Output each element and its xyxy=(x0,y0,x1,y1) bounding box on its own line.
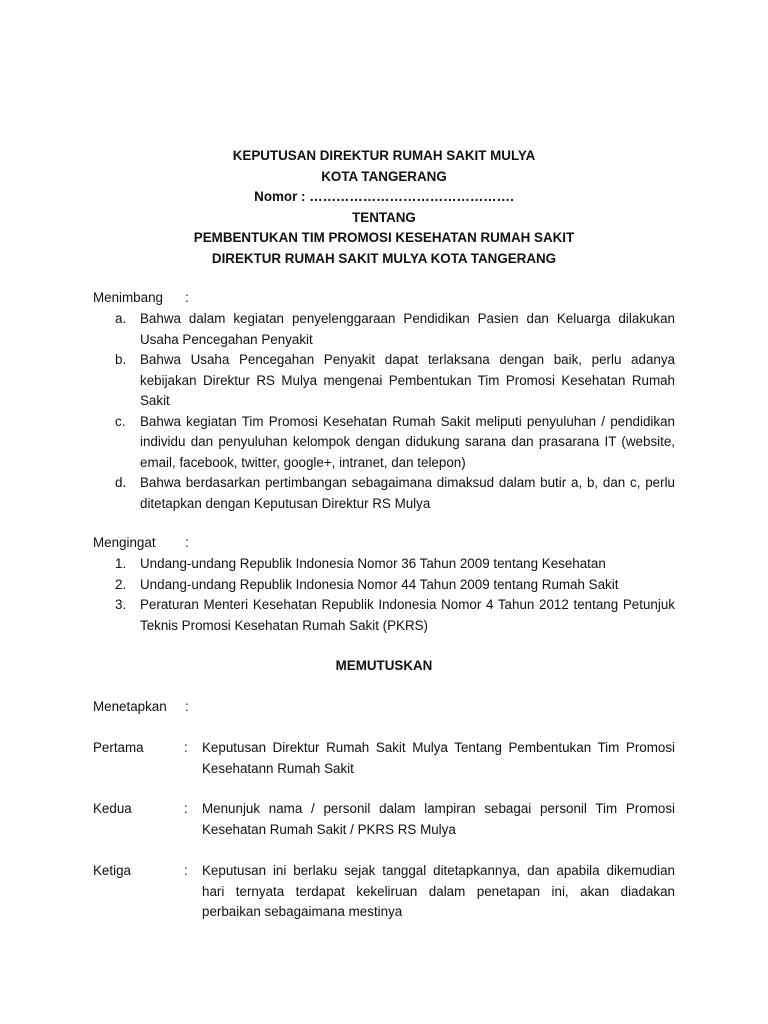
list-item xyxy=(93,575,675,596)
list-marker: 1. xyxy=(115,556,127,571)
menetapkan-colon: : xyxy=(185,699,189,714)
decision-colon: : xyxy=(184,863,188,878)
list-item-text: Bahwa dalam kegiatan penyelenggaraan Pendidikan Pasien dan Keluarga dilakukan Usaha Pencegahan Penyakit xyxy=(140,311,675,347)
mengingat-label: Mengingat xyxy=(93,535,156,550)
menetapkan-label-row xyxy=(93,697,189,718)
decision-ketiga xyxy=(93,861,675,923)
header-city: KOTA TANGERANG xyxy=(321,168,447,184)
decision-kedua xyxy=(93,799,675,840)
menetapkan-label: Menetapkan xyxy=(93,699,167,714)
document-header xyxy=(0,146,768,269)
list-item-text: Undang-undang Republik Indonesia Nomor 44 Tahun 2009 tentang Rumah Sakit xyxy=(140,576,619,592)
decision-text: Menunjuk nama / personil dalam lampiran sebagai personil Tim Promosi Kesehatan Rumah Sakit / PKRS RS Mulya xyxy=(202,801,675,837)
header-title: KEPUTUSAN DIREKTUR RUMAH SAKIT MULYA xyxy=(232,148,536,163)
header-tentang: TENTANG xyxy=(352,209,416,225)
mengingat-colon: : xyxy=(185,535,189,550)
header-number: Nomor : ………………………………………. xyxy=(254,189,514,204)
decision-colon: : xyxy=(184,740,188,755)
header-subject: PEMBENTUKAN TIM PROMOSI KESEHATAN RUMAH SAKIT xyxy=(193,230,575,245)
decision-pertama xyxy=(93,738,675,779)
menimbang-colon: : xyxy=(185,290,189,305)
list-marker: 3. xyxy=(115,597,127,612)
list-item-text: Bahwa kegiatan Tim Promosi Kesehatan Rumah Sakit meliputi penyuluhan / pendidikan individu dan penyuluhan kelompok dengan didukung sarana dan prasarana IT (website, email, facebook, twitter, google+, intranet, dan telepon) xyxy=(140,413,675,470)
menimbang-label-row xyxy=(93,288,189,309)
list-item xyxy=(93,412,675,474)
list-marker: a. xyxy=(115,311,127,326)
menimbang-label: Menimbang xyxy=(93,290,163,305)
list-item xyxy=(93,350,675,412)
mengingat-list xyxy=(93,554,675,636)
list-item xyxy=(93,595,675,636)
decision-text: Keputusan Direktur Rumah Sakit Mulya Tentang Pembentukan Tim Promosi Kesehatann Rumah Sakit xyxy=(202,740,675,776)
decision-label: Pertama xyxy=(93,740,144,755)
decision-label: Kedua xyxy=(93,801,132,816)
list-marker: b. xyxy=(115,352,127,367)
menimbang-list xyxy=(93,309,675,514)
decision-text: Keputusan ini berlaku sejak tanggal ditetapkannya, dan apabila dikemudian hari ternyata terdapat kekeliruan dalam penetapan ini, akan diadakan perbaikan sebagaimana mestinya xyxy=(202,863,675,919)
list-marker: 2. xyxy=(115,576,127,592)
list-item-text: Bahwa berdasarkan pertimbangan sebagaimana dimaksud dalam butir a, b, dan c, perlu ditetapkan dengan Keputusan Direktur RS Mulya xyxy=(140,475,675,511)
list-item xyxy=(93,473,675,514)
decision-colon: : xyxy=(184,801,188,816)
header-director: DIREKTUR RUMAH SAKIT MULYA KOTA TANGERANG xyxy=(211,250,557,266)
list-marker: d. xyxy=(115,475,127,490)
list-item-text: Bahwa Usaha Pencegahan Penyakit dapat terlaksana dengan baik, perlu adanya kebijakan Direktur RS Mulya mengenai Pembentukan Tim Promosi Kesehatan Rumah Sakit xyxy=(140,352,675,408)
list-item-text: Undang-undang Republik Indonesia Nomor 36 Tahun 2009 tentang Kesehatan xyxy=(140,556,606,571)
list-marker: c. xyxy=(115,413,126,429)
mengingat-label-row xyxy=(93,533,189,554)
decision-label: Ketiga xyxy=(93,863,131,878)
list-item xyxy=(93,554,675,575)
list-item xyxy=(93,309,675,350)
memutuskan-heading: MEMUTUSKAN xyxy=(335,658,433,673)
list-item-text: Peraturan Menteri Kesehatan Republik Indonesia Nomor 4 Tahun 2012 tentang Petunjuk Teknis Promosi Kesehatan Rumah Sakit (PKRS) xyxy=(140,597,675,633)
